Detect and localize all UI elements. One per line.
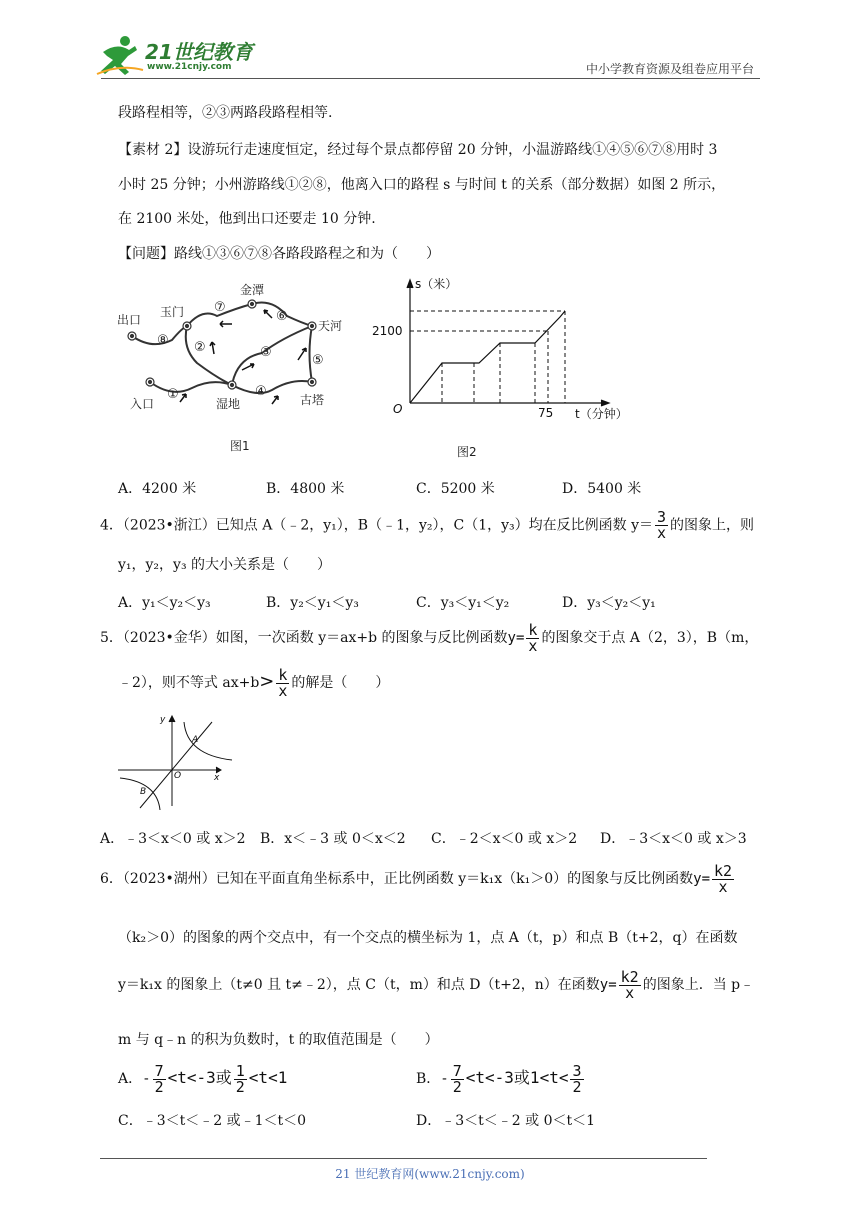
q3-material2-line3: 在 2100 米处，他到出口还要走 10 分钟.	[118, 211, 376, 227]
q6-option-b[interactable]: B．- $\frac{7}{2}$ <t<-3或1<t< $\frac{3}{2}$	[416, 1061, 582, 1096]
q5-stem-line1: 5．（2023•金华）如图，一次函数 y＝ax+b 的图象与反比例函数y= $\frac{k}{x}$ 的图象交于点 A（2，3），B（m，	[100, 620, 759, 655]
figure1-caption: 图1	[230, 439, 250, 453]
footer-text: 21 世纪教育网(www.21cnjy.com)	[335, 1167, 525, 1181]
q5-option-b[interactable]: B．x＜﹣3 或 0＜x＜2	[260, 831, 406, 847]
route-2-path	[186, 326, 232, 385]
figure2-caption: 图2	[457, 445, 477, 459]
q4-option-d[interactable]: D．y₃＜y₂＜y₁	[562, 595, 656, 611]
q3-question: 【问题】路线①③⑥⑦⑧各路段路程之和为（ ）	[118, 246, 440, 262]
svg-text:y: y	[160, 715, 166, 725]
q5-stem-b: 的图象交于点 A（2，3），B（m，	[541, 630, 759, 646]
route-label: ②	[194, 340, 206, 355]
y-axis-label: s（米）	[415, 277, 458, 291]
q6-fraction-2: $\frac{k2}{x}$	[620, 967, 639, 1002]
q4-stem-line2: y₁，y₂，y₃ 的大小关系是（ ）	[118, 557, 332, 573]
arrow-icon	[242, 364, 254, 370]
route-1-path	[150, 382, 232, 392]
arrow-icon	[180, 394, 186, 402]
x-tick-75: 75	[538, 406, 554, 420]
header	[95, 28, 760, 80]
q3-option-c[interactable]: C．5200 米	[416, 481, 495, 497]
header-rule	[101, 78, 760, 79]
route-label: ③	[260, 345, 272, 360]
arrow-icon	[298, 348, 306, 360]
q3-continuation: 段路程相等，②③两路段路程相等.	[118, 105, 333, 121]
route-4-path	[232, 381, 312, 393]
q6-option-a[interactable]: A．- $\frac{7}{2}$ <t<-3或 $\frac{1}{2}$ <t<1	[118, 1061, 288, 1096]
route-label: ①	[167, 387, 179, 402]
q3-material2-line1: 【素材 2】设游玩行走速度恒定，经过每个景点都停留 20 分钟，小温游路线①④⑤⑥⑦⑧用时 3	[118, 142, 718, 158]
q6-stem-line4: m 与 q﹣n 的积为负数时，t 的取值范围是（ ）	[118, 1032, 439, 1048]
runner-logo-icon	[95, 34, 145, 76]
function-graph	[112, 710, 230, 810]
route-3-path	[232, 326, 312, 385]
q5-stem-line2: ﹣2），则不等式 ax+b> $\frac{k}{x}$ 的解是（ ）	[118, 665, 390, 700]
label-jintan: 金潭	[240, 283, 265, 297]
q6-stem-line2: （k₂＞0）的图象的两个交点中，有一个交点的横坐标为 1，点 A（t，p）和点 B（t+2，q）在函数	[118, 930, 738, 946]
q5-fraction-2: $\frac{k}{x}$	[278, 665, 288, 700]
q5-stem-a: 5．（2023•金华）如图，一次函数 y＝ax+b 的图象与反比例函数	[100, 630, 508, 646]
x-axis-label: t（分钟）	[575, 407, 628, 421]
route-label: ⑤	[312, 353, 324, 368]
q5-option-a[interactable]: A．﹣3＜x＜0 或 x＞2	[100, 831, 246, 847]
q4-fraction: $\frac{3}{x}$	[657, 508, 667, 542]
q4-stem-line1	[100, 510, 754, 541]
logo-text: 21世纪教育	[145, 40, 253, 64]
q4-option-b[interactable]: B．y₂＜y₁＜y₃	[266, 595, 359, 611]
svg-text:O: O	[174, 771, 182, 781]
q4-option-a[interactable]: A．y₁＜y₂＜y₃	[118, 595, 211, 611]
footer-rule	[100, 1158, 707, 1159]
q6-fraction: $\frac{k2}{x}$	[714, 861, 733, 896]
q4-stem-a: 4．（2023•浙江）已知点 A（﹣2，y₁），B（﹣1，y₂），C（1，y₃）均在反比例函数 y＝	[100, 517, 653, 534]
label-shidi: 湿地	[216, 397, 241, 411]
route-map-figure	[112, 278, 362, 458]
q6-option-d[interactable]: D．﹣3＜t＜﹣2 或 0＜t＜1	[416, 1113, 596, 1129]
q3-option-b[interactable]: B．4800 米	[266, 481, 345, 497]
q4-stem-b: 的图象上，则	[670, 517, 755, 534]
route-label: ⑦	[214, 300, 226, 315]
linear-function	[140, 722, 212, 808]
q5-option-c[interactable]: C．﹣2＜x＜0 或 x＞2	[431, 831, 578, 847]
svg-text:x: x	[214, 773, 220, 783]
label-yumen: 玉门	[160, 305, 185, 319]
q3-material2-line2: 小时 25 分钟；小州游路线①②⑧，他离入口的路程 s 与时间 t 的关系（部分数据）如图 2 所示，	[118, 177, 726, 193]
q6-stem-line1: 6．（2023•湖州）已知在平面直角坐标系中，正比例函数 y＝k₁x（k₁＞0）的图象与反比例函数y= $\frac{k2}{x}$	[100, 861, 733, 896]
q3-option-d[interactable]: D．5400 米	[562, 481, 642, 497]
label-tianhe: 天河	[318, 319, 343, 333]
arrow-icon	[264, 310, 272, 318]
distance-curve	[410, 311, 565, 403]
logo-url: www.21cnjy.com	[147, 62, 232, 72]
route-label: ⑥	[276, 309, 288, 324]
arrow-icon	[220, 321, 232, 327]
route-label: ④	[255, 384, 267, 399]
q6-stem-line3: y＝k₁x 的图象上（t≠0 且 t≠﹣2），点 C（t，m）和点 D（t+2，n）在函数y= $\frac{k2}{x}$ 的图象上．当 p﹣	[118, 967, 755, 1002]
q5-fraction: $\frac{k}{x}$	[528, 620, 538, 655]
arrow-icon	[272, 396, 278, 404]
route-label: ⑧	[157, 333, 169, 348]
svg-text:A: A	[192, 735, 199, 745]
y-tick-2100: 2100	[372, 324, 403, 338]
q4-option-c[interactable]: C．y₃＜y₁＜y₂	[416, 595, 510, 611]
label-entrance: 入口	[130, 397, 155, 411]
distance-time-figure	[372, 270, 645, 462]
q5-option-d[interactable]: D．﹣3＜x＜0 或 x＞3	[600, 831, 747, 847]
q3-option-a[interactable]: A．4200 米	[118, 481, 197, 497]
q6-option-c[interactable]: C．﹣3＜t＜﹣2 或﹣1＜t＜0	[118, 1113, 307, 1129]
origin-label: O	[393, 402, 403, 416]
arrow-icon	[210, 342, 215, 354]
label-guta: 古塔	[300, 393, 325, 407]
label-exit: 出口	[117, 313, 142, 327]
platform-name: 中小学教育资源及组卷应用平台	[585, 62, 754, 76]
svg-text:B: B	[140, 787, 147, 797]
